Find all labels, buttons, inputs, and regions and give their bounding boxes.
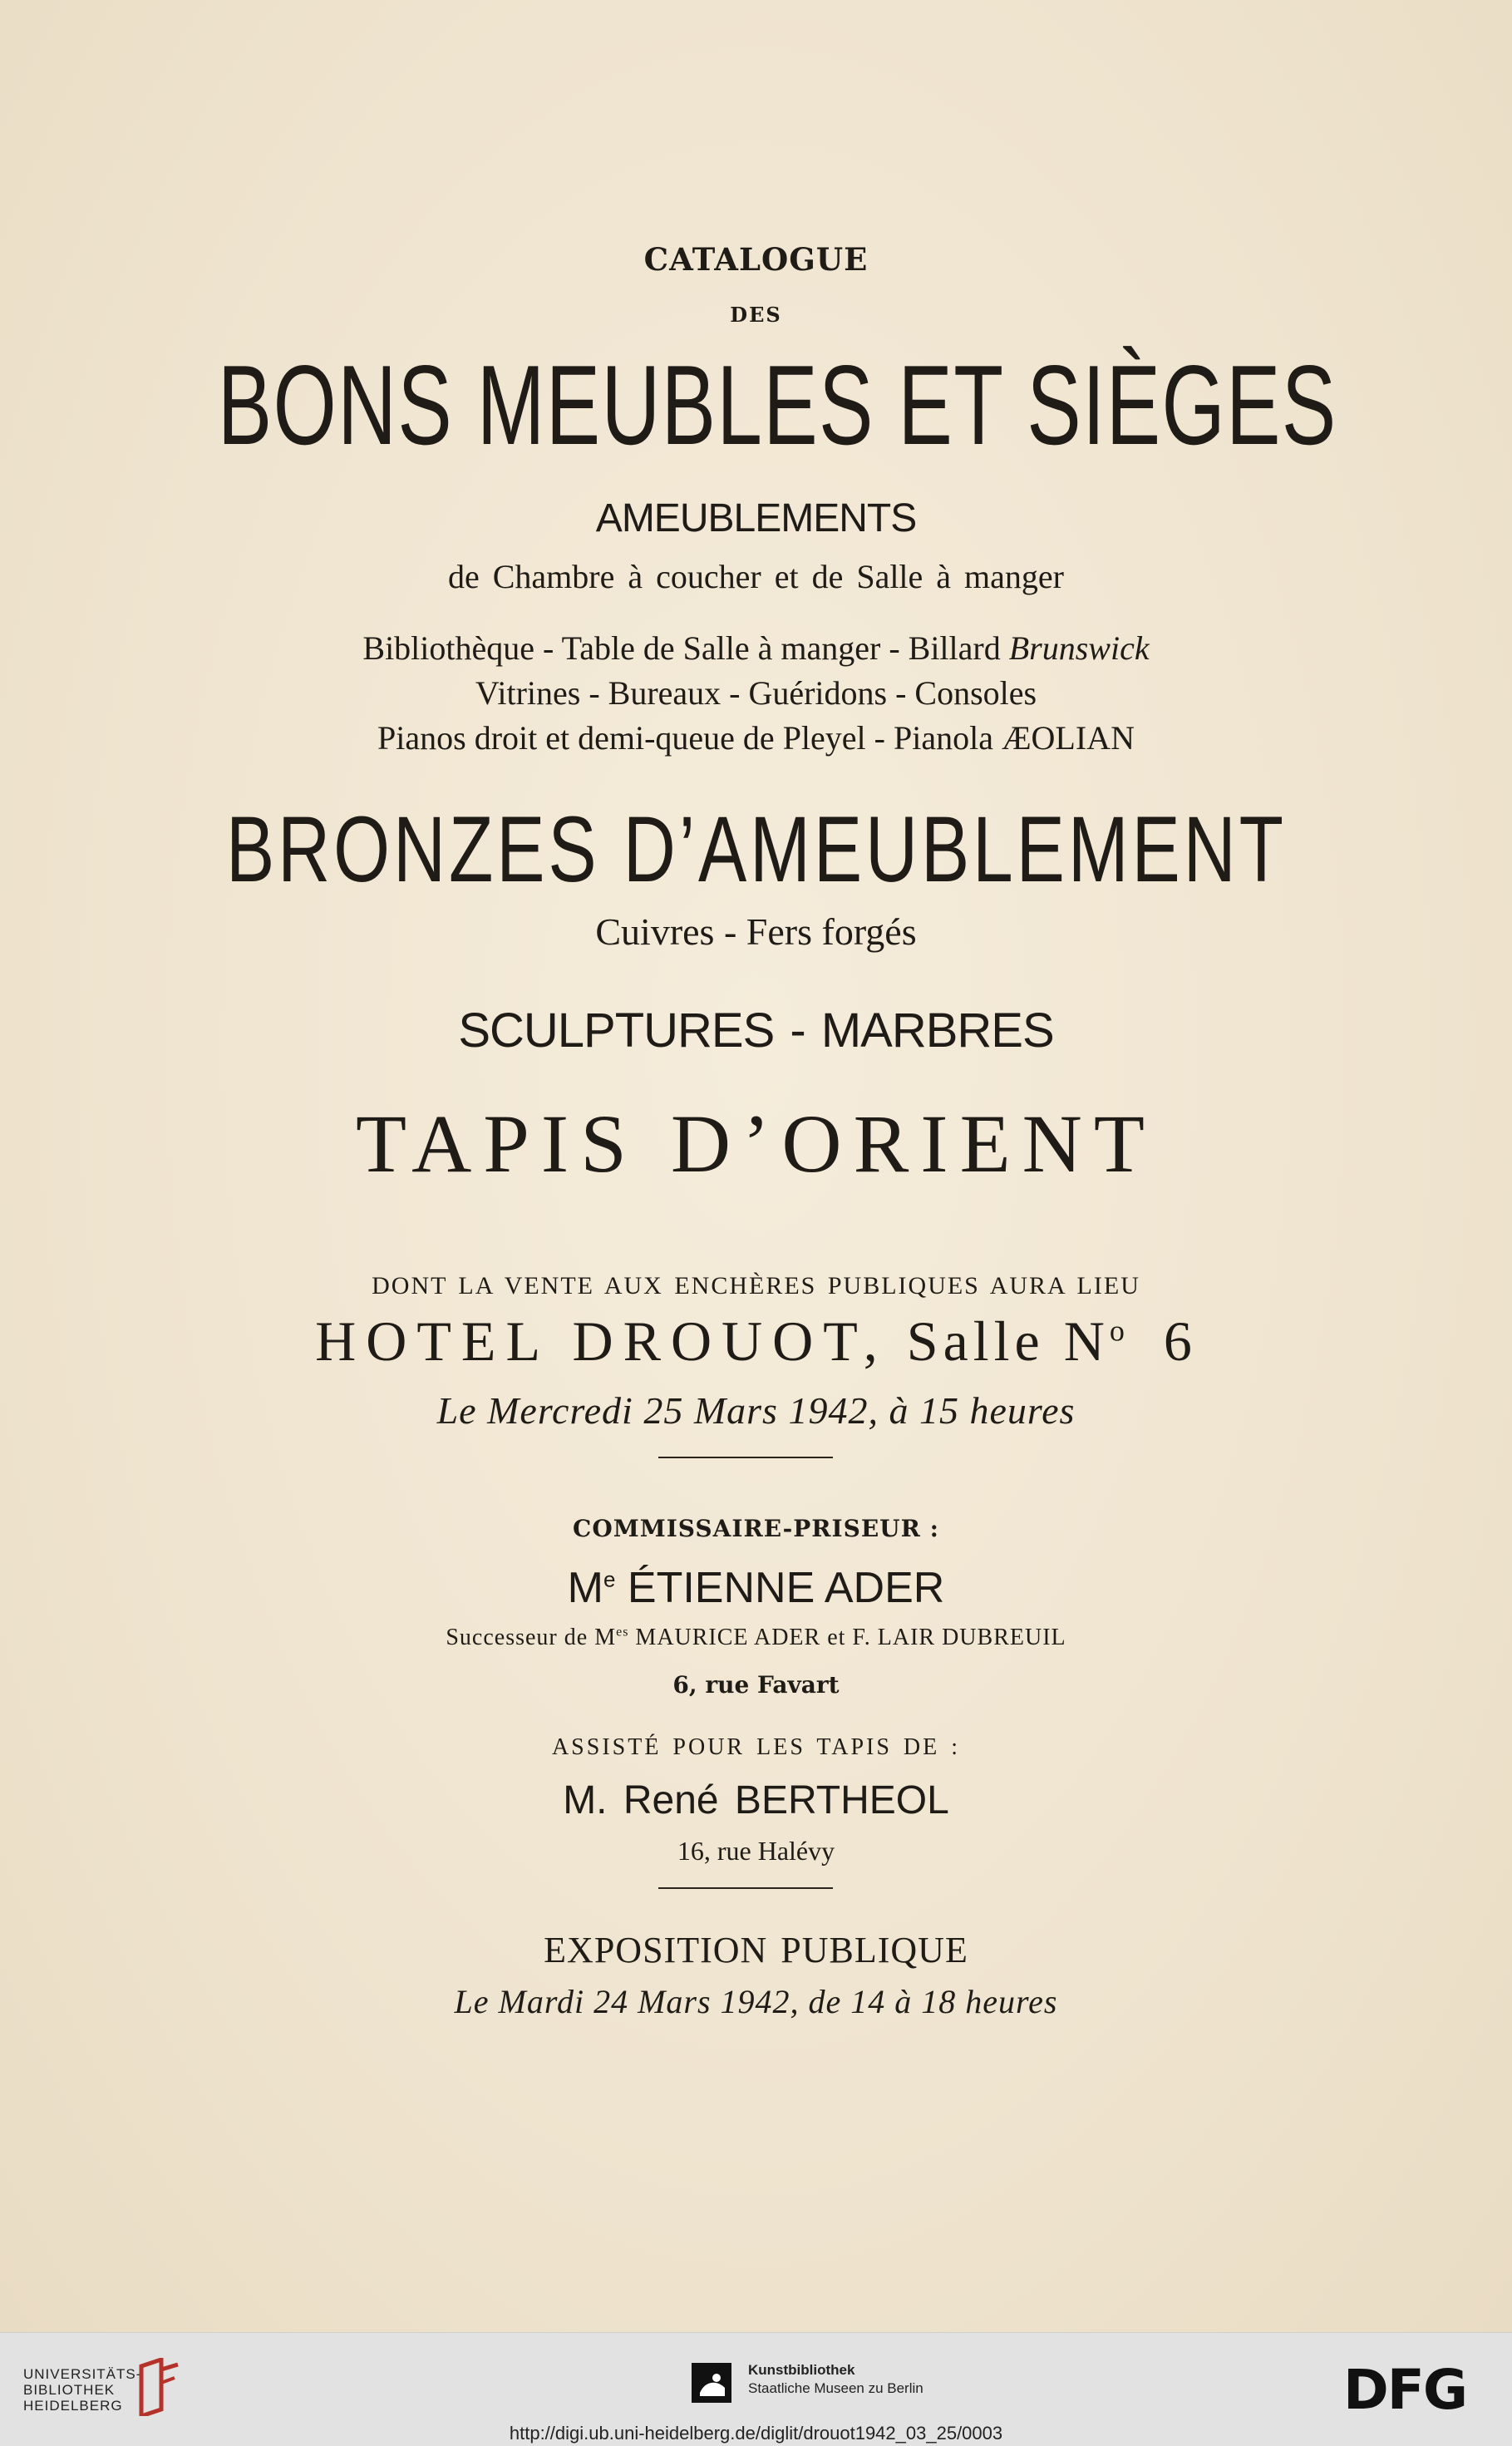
salle-sup: o	[1109, 1314, 1130, 1348]
expert-address: 16, rue Halévy	[677, 1836, 835, 1866]
exposition-date: Le Mardi 24 Mars 1942, de 14 à 18 heures	[454, 1983, 1058, 2020]
divider-1	[658, 1457, 833, 1458]
digitization-footer	[0, 2332, 1512, 2446]
commissaire-prefix-sup: e	[603, 1566, 616, 1592]
bronzes-heading: BRONZES D’AMEUBLEMENT	[225, 797, 1287, 901]
furniture-list-2: Vitrines - Bureaux - Guéridons - Consoles	[475, 674, 1037, 712]
furniture-list-1-text: Bibliothèque - Table de Salle à manger - Billard	[362, 629, 1001, 667]
commissaire-name: ÉTIENNE ADER	[627, 1564, 945, 1612]
ub-line-3: HEIDELBERG	[23, 2398, 123, 2414]
catalogue-heading: CATALOGUE	[643, 241, 869, 278]
commissaire-address: 6, rue Favart	[672, 1671, 840, 1699]
vente-intro: DONT LA VENTE AUX ENCHÈRES PUBLIQUES AURA LIEU	[372, 1272, 1140, 1299]
kb-line-1: Kunstbibliothek	[748, 2362, 855, 2378]
rooms-line: de Chambre à coucher et de Salle à manger	[447, 558, 1064, 595]
kunstbibliothek-icon	[692, 2363, 731, 2403]
source-url[interactable]: http://digi.ub.uni-heidelberg.de/diglit/drouot1942_03_25/0003	[509, 2423, 1003, 2444]
bronzes-wrap	[0, 798, 1512, 901]
successeur-sup: es	[616, 1625, 629, 1640]
ub-line-1: UNIVERSITÄTS-	[23, 2366, 142, 2382]
ub-line-2: BIBLIOTHEK	[23, 2382, 116, 2398]
commissaire-prefix: M	[567, 1564, 603, 1612]
main-title: BONS MEUBLES ET SIÈGES	[217, 342, 1337, 468]
successeur-line	[0, 1625, 1512, 1651]
ameublements-heading: AMEUBLEMENTS	[595, 496, 917, 540]
divider-2	[658, 1887, 833, 1889]
brunswick-text: Brunswick	[1008, 629, 1150, 667]
ub-heidelberg-icon	[136, 2358, 180, 2416]
furniture-list-1	[0, 629, 1512, 668]
kunstbibliothek-text	[748, 2361, 923, 2398]
commissaire-name-line	[0, 1563, 1512, 1613]
main-title-wrap	[0, 343, 1512, 467]
salle-number: 6	[1163, 1309, 1197, 1373]
kb-line-2: Staatliche Museen zu Berlin	[748, 2380, 923, 2396]
commissaire-heading: COMMISSAIRE-PRISEUR :	[573, 1515, 939, 1542]
hotel-drouot-line	[0, 1309, 1512, 1374]
tapis-heading: TAPIS D’ORIENT	[356, 1097, 1156, 1190]
salle-label: Salle N	[906, 1309, 1110, 1373]
catalogue-des: DES	[730, 303, 782, 327]
vente-date: Le Mercredi 25 Mars 1942, à 15 heures	[436, 1389, 1076, 1432]
sculptures-heading: SCULPTURES - MARBRES	[458, 1004, 1054, 1058]
furniture-list-3: Pianos droit et demi-queue de Pleyel - Pianola ÆOLIAN	[377, 719, 1135, 757]
cuivres-line: Cuivres - Fers forgés	[595, 910, 917, 953]
assiste-heading: ASSISTÉ POUR LES TAPIS DE :	[551, 1734, 961, 1760]
successeur-names: MAURICE ADER et F. LAIR DUBREUIL	[635, 1625, 1066, 1650]
expert-name: M. René BERTHEOL	[563, 1778, 949, 1822]
hotel-drouot: HOTEL DROUOT,	[315, 1309, 888, 1373]
successeur-prefix: Successeur de M	[446, 1625, 617, 1650]
ub-heidelberg-logo-text	[23, 2366, 141, 2414]
dfg-logo: DFG	[1343, 2358, 1467, 2422]
exposition-heading: EXPOSITION PUBLIQUE	[544, 1930, 968, 1970]
